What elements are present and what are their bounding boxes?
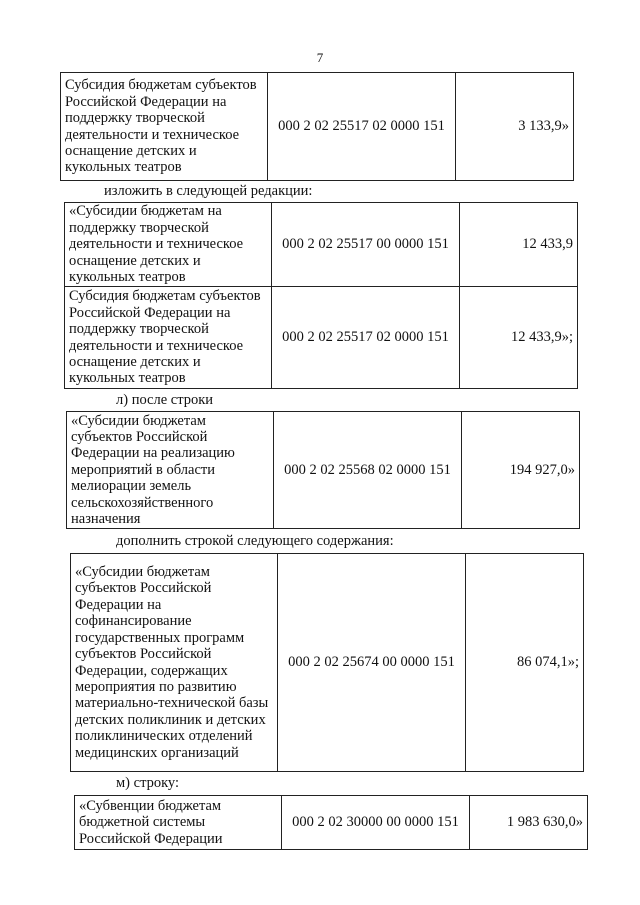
table-block-3 <box>66 411 580 529</box>
instruction-caption: л) после строки <box>116 392 214 408</box>
instruction-caption: м) строку: <box>116 775 180 791</box>
row-amount: 1 983 630,0» <box>470 796 588 850</box>
row-code: 000 2 02 25674 00 0000 151 <box>278 554 466 772</box>
row-amount: 12 433,9 <box>460 203 578 287</box>
row-code: 000 2 02 25517 02 0000 151 <box>272 287 460 389</box>
table-row <box>75 796 588 850</box>
row-code: 000 2 02 25517 00 0000 151 <box>272 203 460 287</box>
row-description: Субсидия бюджетам субъектов Российской Федерации на поддержку творческой деятельности и техническое оснащение детских и кукольных театров <box>61 73 268 181</box>
table-row <box>65 203 578 287</box>
budget-table <box>60 72 574 181</box>
budget-table <box>64 202 578 389</box>
instruction-caption: дополнить строкой следующего содержания: <box>116 533 394 549</box>
row-amount: 86 074,1»; <box>466 554 584 772</box>
row-description: «Субвенции бюджетам бюджетной системы Российской Федерации <box>75 796 282 850</box>
table-row <box>71 554 584 772</box>
row-amount: 3 133,9» <box>456 73 574 181</box>
table-block-2 <box>64 202 578 389</box>
row-amount: 194 927,0» <box>462 412 580 529</box>
budget-table <box>70 553 584 772</box>
row-code: 000 2 02 25568 02 0000 151 <box>274 412 462 529</box>
row-code: 000 2 02 25517 02 0000 151 <box>268 73 456 181</box>
table-row <box>65 287 578 389</box>
table-row <box>67 412 580 529</box>
budget-table <box>66 411 580 529</box>
page-number: 7 <box>316 50 324 65</box>
instruction-caption: изложить в следующей редакции: <box>104 183 313 199</box>
row-amount: 12 433,9»; <box>460 287 578 389</box>
table-block-4 <box>70 553 584 772</box>
row-description: «Субсидии бюджетам на поддержку творческой деятельности и техническое оснащение детских и кукольных театров <box>65 203 272 287</box>
table-row <box>61 73 574 181</box>
row-description: «Субсидии бюджетам субъектов Российской Федерации на софинансирование государственных программ субъектов Российской Федерации, содержащих мероприятия по развитию материально-технической базы детских поликлиник и детских поликлинических отделений медицинских организаций <box>71 554 278 772</box>
row-description: Субсидия бюджетам субъектов Российской Федерации на поддержку творческой деятельности и техническое оснащение детских и кукольных театров <box>65 287 272 389</box>
table-block-5 <box>74 795 588 850</box>
table-block-1 <box>60 72 574 181</box>
row-description: «Субсидии бюджетам субъектов Российской Федерации на реализацию мероприятий в области мелиорации земель сельскохозяйственного назначения <box>67 412 274 529</box>
budget-table <box>74 795 588 850</box>
row-code: 000 2 02 30000 00 0000 151 <box>282 796 470 850</box>
